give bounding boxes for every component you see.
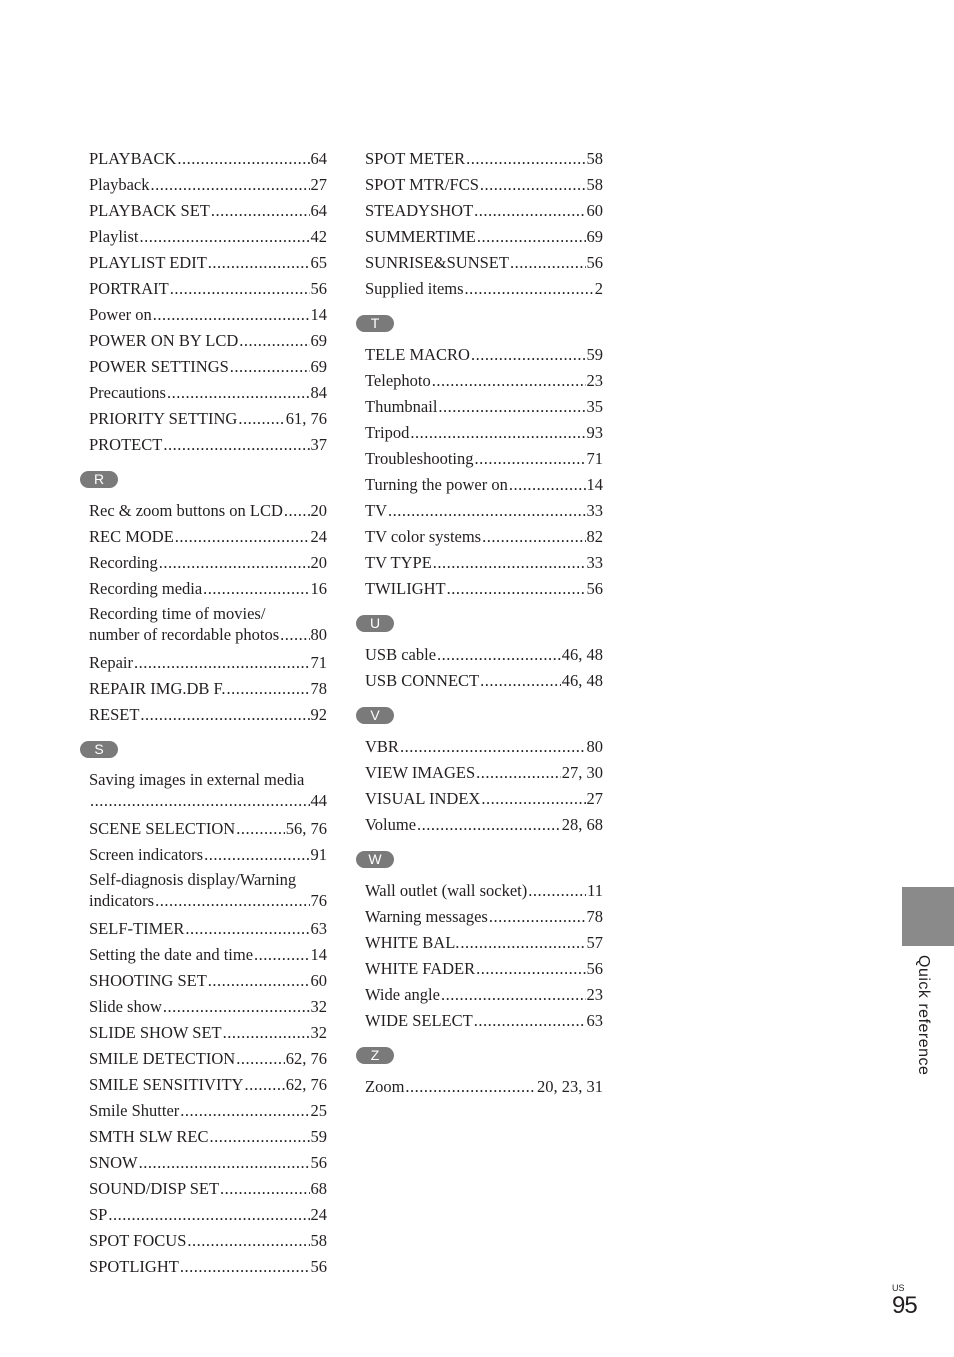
index-page-refs: 60 xyxy=(310,971,327,990)
leader-dots xyxy=(204,844,309,865)
index-term: Playback xyxy=(89,175,150,194)
leader-dots xyxy=(236,818,285,839)
leader-dots xyxy=(254,944,309,965)
index-entry xyxy=(365,547,603,573)
index-entry xyxy=(89,573,327,599)
leader-dots xyxy=(447,578,586,599)
leader-dots xyxy=(177,148,309,169)
index-page-refs: 37 xyxy=(310,435,327,454)
index-term: Rec & zoom buttons on LCD xyxy=(89,501,283,520)
index-page-refs: 56 xyxy=(310,279,327,298)
leader-dots xyxy=(244,1074,284,1095)
index-entry xyxy=(365,731,603,757)
index-entry xyxy=(89,247,327,273)
leader-dots xyxy=(417,814,561,835)
index-page-refs: 62, 76 xyxy=(285,1049,327,1068)
index-column-right xyxy=(365,143,603,1097)
index-entry xyxy=(89,1043,327,1069)
index-entry xyxy=(89,699,327,725)
index-term: TV TYPE xyxy=(365,553,432,572)
leader-dots xyxy=(208,252,310,273)
leader-dots xyxy=(471,344,586,365)
index-term: PRIORITY SETTING xyxy=(89,409,238,428)
index-page-refs: 58 xyxy=(586,175,603,194)
index-entry xyxy=(365,521,603,547)
index-term: SHOOTING SET xyxy=(89,971,207,990)
index-entry xyxy=(365,665,603,691)
index-entry xyxy=(89,1251,327,1277)
leader-dots xyxy=(134,652,310,673)
index-term: SUNRISE&SUNSET xyxy=(365,253,509,272)
leader-dots xyxy=(203,578,309,599)
index-term: Playlist xyxy=(89,227,139,246)
leader-dots xyxy=(180,1100,309,1121)
index-page-refs: 2 xyxy=(594,279,603,298)
index-term: TV color systems xyxy=(365,527,482,546)
leader-dots xyxy=(170,278,310,299)
leader-dots xyxy=(167,382,310,403)
leader-dots xyxy=(180,1256,310,1277)
index-entry xyxy=(89,839,327,865)
index-term: Wide angle xyxy=(365,985,440,1004)
index-term: indicators xyxy=(89,891,155,910)
index-term: Recording media xyxy=(89,579,203,598)
index-entry xyxy=(365,875,603,901)
leader-dots xyxy=(510,252,586,273)
index-entry xyxy=(89,1095,327,1121)
index-term: SP xyxy=(89,1205,108,1224)
index-page-refs: 56 xyxy=(586,579,603,598)
index-page-refs: 27 xyxy=(310,175,327,194)
index-page-refs: 58 xyxy=(586,149,603,168)
index-entry xyxy=(89,1225,327,1251)
index-entry xyxy=(365,169,603,195)
leader-dots xyxy=(441,984,586,1005)
index-entry xyxy=(89,299,327,325)
leader-dots xyxy=(236,1048,285,1069)
index-page-refs: 62, 76 xyxy=(285,1075,327,1094)
index-page-refs: 63 xyxy=(310,919,327,938)
index-page-refs: 14 xyxy=(310,305,327,324)
index-page-refs: 46, 48 xyxy=(561,645,603,664)
index-entry xyxy=(89,325,327,351)
index-term: REC MODE xyxy=(89,527,174,546)
section-letter-badge: U xyxy=(356,615,394,632)
index-page-refs: 56 xyxy=(310,1153,327,1172)
leader-dots xyxy=(474,1010,586,1031)
index-page-refs: 71 xyxy=(586,449,603,468)
index-page-refs: 69 xyxy=(310,357,327,376)
index-page-refs: 24 xyxy=(310,527,327,546)
index-page-refs: 78 xyxy=(586,907,603,926)
section-letter-badge: Z xyxy=(356,1047,394,1064)
leader-dots xyxy=(480,670,561,691)
index-term: SMTH SLW REC xyxy=(89,1127,209,1146)
index-page-refs: 76 xyxy=(310,891,327,910)
index-entry xyxy=(365,143,603,169)
page-number: 95 xyxy=(892,1292,917,1319)
index-page-refs: 64 xyxy=(310,149,327,168)
index-entry xyxy=(365,783,603,809)
leader-dots xyxy=(90,790,310,811)
index-term: SPOT METER xyxy=(365,149,466,168)
index-term: SPOT MTR/FCS xyxy=(365,175,479,194)
section-tab-label: Quick reference xyxy=(915,955,932,1076)
index-page-refs: 57 xyxy=(586,933,603,952)
index-term: Repair xyxy=(89,653,133,672)
index-entry xyxy=(365,469,603,495)
index-page-refs: 92 xyxy=(310,705,327,724)
index-term: Troubleshooting xyxy=(365,449,474,468)
index-entry xyxy=(365,979,603,1005)
leader-dots xyxy=(153,304,310,325)
index-term: VIEW IMAGES xyxy=(365,763,476,782)
index-entry xyxy=(89,1069,327,1095)
index-term: VISUAL INDEX xyxy=(365,789,481,808)
leader-dots xyxy=(481,788,585,809)
leader-dots xyxy=(230,356,310,377)
leader-dots xyxy=(140,226,310,247)
leader-dots xyxy=(474,200,585,221)
index-page-refs: 14 xyxy=(310,945,327,964)
index-term: SMILE DETECTION xyxy=(89,1049,236,1068)
index-term: POWER ON BY LCD xyxy=(89,331,239,350)
index-entry xyxy=(89,647,327,673)
section-letter-badge: W xyxy=(356,851,394,868)
leader-dots xyxy=(163,434,309,455)
index-entry xyxy=(89,521,327,547)
index-term: SNOW xyxy=(89,1153,138,1172)
index-entry xyxy=(365,339,603,365)
index-page-refs: 64 xyxy=(310,201,327,220)
leader-dots xyxy=(159,552,310,573)
index-entry xyxy=(89,221,327,247)
index-page-refs: 24 xyxy=(310,1205,327,1224)
index-page-refs: 82 xyxy=(586,527,603,546)
leader-dots xyxy=(482,526,585,547)
index-term: Power on xyxy=(89,305,152,324)
index-term: Zoom xyxy=(365,1077,405,1096)
index-term-line: Recording time of movies/ xyxy=(89,604,266,623)
index-page-refs: 71 xyxy=(310,653,327,672)
index-term: Tripod xyxy=(365,423,410,442)
index-entry xyxy=(89,1147,327,1173)
leader-dots xyxy=(410,422,585,443)
index-page-refs: 28, 68 xyxy=(561,815,603,834)
index-term-line: Saving images in external media xyxy=(89,770,305,789)
index-entry xyxy=(89,403,327,429)
index-entry xyxy=(89,965,327,991)
index-term: PLAYBACK SET xyxy=(89,201,210,220)
index-entry xyxy=(89,939,327,965)
index-entry xyxy=(365,273,603,299)
index-page-refs: 33 xyxy=(586,553,603,572)
index-term: SPOT FOCUS xyxy=(89,1231,187,1250)
index-term: STEADYSHOT xyxy=(365,201,474,220)
leader-dots xyxy=(480,174,586,195)
leader-dots xyxy=(185,918,309,939)
leader-dots xyxy=(155,890,309,911)
index-page-refs: 20 xyxy=(310,501,327,520)
index-entry xyxy=(365,927,603,953)
index-column-left xyxy=(89,143,327,1277)
index-term: USB CONNECT xyxy=(365,671,480,690)
leader-dots xyxy=(509,474,586,495)
index-page-refs: 80 xyxy=(310,625,327,644)
index-entry xyxy=(365,365,603,391)
index-term: USB cable xyxy=(365,645,437,664)
index-term: Warning messages xyxy=(365,907,488,926)
leader-dots xyxy=(211,200,310,221)
leader-dots xyxy=(284,500,310,521)
index-term: SCENE SELECTION xyxy=(89,819,236,838)
index-page-refs: 68 xyxy=(310,1179,327,1198)
index-term: number of recordable photos xyxy=(89,625,280,644)
leader-dots xyxy=(239,330,309,351)
index-entry xyxy=(365,1071,603,1097)
index-entry xyxy=(89,1199,327,1225)
index-term: Supplied items xyxy=(365,279,464,298)
index-term: Turning the power on xyxy=(365,475,508,494)
index-term: Telephoto xyxy=(365,371,431,390)
index-entry xyxy=(89,991,327,1017)
index-term: TV xyxy=(365,501,387,520)
index-term: SPOTLIGHT xyxy=(89,1257,179,1276)
leader-dots xyxy=(437,644,561,665)
index-page-refs: 56 xyxy=(310,1257,327,1276)
index-entry xyxy=(89,1017,327,1043)
leader-dots xyxy=(476,958,585,979)
index-term: Precautions xyxy=(89,383,166,402)
index-page-refs: 56, 76 xyxy=(285,819,327,838)
leader-dots xyxy=(175,526,310,547)
leader-dots xyxy=(475,448,586,469)
index-entry xyxy=(365,195,603,221)
index-page-refs: 58 xyxy=(310,1231,327,1250)
index-page-refs: 20, 23, 31 xyxy=(537,1077,603,1096)
index-page-refs: 35 xyxy=(586,397,603,416)
index-term: Volume xyxy=(365,815,417,834)
index-page-refs: 32 xyxy=(310,1023,327,1042)
index-term: SLIDE SHOW SET xyxy=(89,1023,222,1042)
index-entry xyxy=(89,169,327,195)
index-entry xyxy=(89,1173,327,1199)
index-page-refs: 60 xyxy=(586,201,603,220)
index-page-refs: 44 xyxy=(310,791,327,810)
leader-dots xyxy=(465,278,594,299)
index-entry xyxy=(365,809,603,835)
page-footer xyxy=(892,1283,932,1319)
leader-dots xyxy=(208,970,310,991)
index-page-refs: 14 xyxy=(586,475,603,494)
index-page-refs: 65 xyxy=(310,253,327,272)
index-term-line: Self-diagnosis display/Warning xyxy=(89,870,297,889)
index-entry xyxy=(89,599,327,647)
leader-dots xyxy=(433,552,586,573)
index-page-refs: 56 xyxy=(586,253,603,272)
index-entry xyxy=(365,953,603,979)
section-letter-badge: T xyxy=(356,315,394,332)
index-page-refs: 33 xyxy=(586,501,603,520)
index-entry xyxy=(365,757,603,783)
leader-dots xyxy=(489,906,586,927)
index-term: Wall outlet (wall socket) xyxy=(365,881,528,900)
index-page-refs: 25 xyxy=(310,1101,327,1120)
index-page-refs: 23 xyxy=(586,371,603,390)
index-entry xyxy=(89,673,327,699)
index-page-refs: 27, 30 xyxy=(561,763,603,782)
index-entry xyxy=(89,1121,327,1147)
index-page-refs: 84 xyxy=(310,383,327,402)
leader-dots xyxy=(388,500,586,521)
section-tab xyxy=(902,887,954,946)
index-entry xyxy=(365,1005,603,1031)
index-entry xyxy=(365,573,603,599)
index-term: WHITE FADER xyxy=(365,959,476,978)
index-page-refs: 32 xyxy=(310,997,327,1016)
index-page-refs: 20 xyxy=(310,553,327,572)
index-page-refs: 59 xyxy=(310,1127,327,1146)
index-page-refs: 69 xyxy=(310,331,327,350)
leader-dots xyxy=(150,174,309,195)
index-entry xyxy=(89,495,327,521)
leader-dots xyxy=(227,678,310,699)
leader-dots xyxy=(476,762,561,783)
region-code: US xyxy=(892,1283,905,1293)
index-entry xyxy=(365,495,603,521)
index-entry xyxy=(89,143,327,169)
index-entry xyxy=(89,865,327,913)
index-entry xyxy=(89,913,327,939)
index-entry xyxy=(365,417,603,443)
index-term: SUMMERTIME xyxy=(365,227,476,246)
index-entry xyxy=(89,547,327,573)
index-page-refs: 61, 76 xyxy=(285,409,327,428)
leader-dots xyxy=(460,932,585,953)
index-term: SMILE SENSITIVITY xyxy=(89,1075,244,1094)
index-term: SELF-TIMER xyxy=(89,919,185,938)
leader-dots xyxy=(223,1022,310,1043)
index-term: PLAYLIST EDIT xyxy=(89,253,207,272)
index-entry xyxy=(89,195,327,221)
index-term: WHITE BAL. xyxy=(365,933,460,952)
index-term: SOUND/DISP SET xyxy=(89,1179,220,1198)
leader-dots xyxy=(400,736,586,757)
leader-dots xyxy=(438,396,585,417)
leader-dots xyxy=(139,1152,310,1173)
index-term: REPAIR IMG.DB F. xyxy=(89,679,226,698)
leader-dots xyxy=(238,408,284,429)
index-entry xyxy=(89,273,327,299)
index-term: VBR xyxy=(365,737,399,756)
index-entry xyxy=(89,765,327,813)
index-term: POWER SETTINGS xyxy=(89,357,229,376)
index-term: PLAYBACK xyxy=(89,149,177,168)
index-term: Setting the date and time xyxy=(89,945,254,964)
index-page-refs: 23 xyxy=(586,985,603,1004)
index-term: Thumbnail xyxy=(365,397,438,416)
index-page-refs: 16 xyxy=(310,579,327,598)
index-entry xyxy=(365,221,603,247)
index-term: Slide show xyxy=(89,997,162,1016)
index-page-refs: 93 xyxy=(586,423,603,442)
index-entry xyxy=(365,391,603,417)
index-page-refs: 46, 48 xyxy=(561,671,603,690)
section-letter-badge: R xyxy=(80,471,118,488)
index-page-refs: 69 xyxy=(586,227,603,246)
index-entry xyxy=(89,429,327,455)
index-term: Smile Shutter xyxy=(89,1101,180,1120)
index-entry xyxy=(365,443,603,469)
leader-dots xyxy=(210,1126,310,1147)
index-page-refs: 91 xyxy=(310,845,327,864)
leader-dots xyxy=(466,148,585,169)
index-page-refs: 42 xyxy=(310,227,327,246)
index-page-refs: 63 xyxy=(586,1011,603,1030)
index-entry xyxy=(89,377,327,403)
index-term: Recording xyxy=(89,553,158,572)
index-entry xyxy=(365,639,603,665)
leader-dots xyxy=(280,624,309,645)
leader-dots xyxy=(432,370,586,391)
leader-dots xyxy=(220,1178,309,1199)
leader-dots xyxy=(108,1204,309,1225)
index-page-refs: 56 xyxy=(586,959,603,978)
index-entry xyxy=(365,247,603,273)
index-page-refs: 27 xyxy=(586,789,603,808)
section-letter-badge: V xyxy=(356,707,394,724)
leader-dots xyxy=(528,880,586,901)
section-letter-badge: S xyxy=(80,741,118,758)
index-term: TWILIGHT xyxy=(365,579,446,598)
index-term: WIDE SELECT xyxy=(365,1011,473,1030)
index-page-refs: 11 xyxy=(587,881,603,900)
index-entry xyxy=(365,901,603,927)
index-term: TELE MACRO xyxy=(365,345,470,364)
index-entry xyxy=(89,813,327,839)
index-term: PORTRAIT xyxy=(89,279,169,298)
index-page-refs: 78 xyxy=(310,679,327,698)
index-term: RESET xyxy=(89,705,140,724)
leader-dots xyxy=(405,1076,536,1097)
leader-dots xyxy=(187,1230,309,1251)
leader-dots xyxy=(477,226,586,247)
index-page-refs: 80 xyxy=(586,737,603,756)
leader-dots xyxy=(163,996,310,1017)
leader-dots xyxy=(140,704,309,725)
index-term: Screen indicators xyxy=(89,845,204,864)
index-entry xyxy=(89,351,327,377)
index-term: PROTECT xyxy=(89,435,163,454)
index-page-refs: 59 xyxy=(586,345,603,364)
